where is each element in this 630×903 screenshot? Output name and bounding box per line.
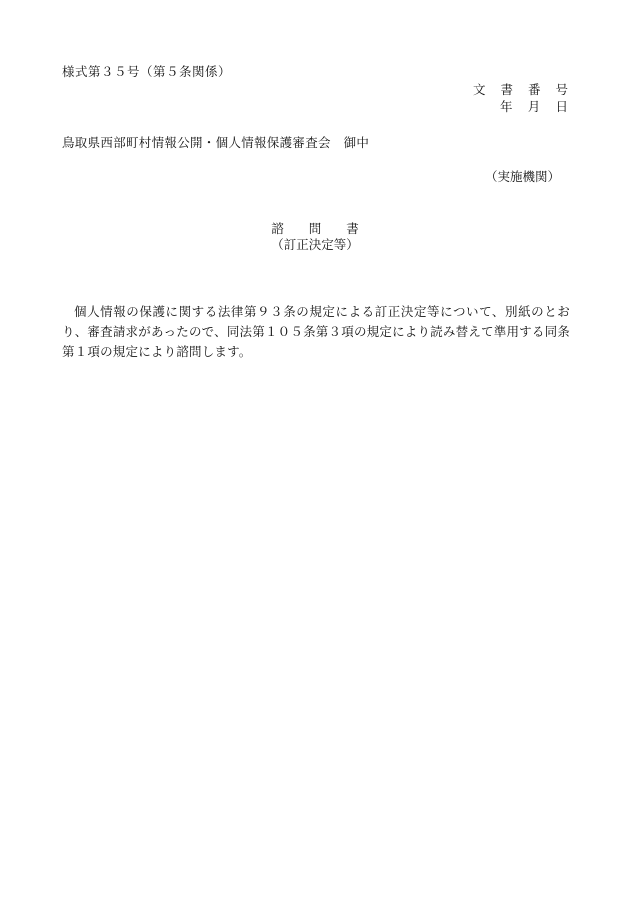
form-number: 様式第３５号（第５条関係） xyxy=(62,64,232,79)
doc-number-char: 文 xyxy=(473,82,486,97)
date-year: 年 xyxy=(500,99,513,114)
date-month: 月 xyxy=(527,99,541,114)
document-number-line xyxy=(473,80,568,98)
doc-number-char: 書 xyxy=(500,82,513,97)
date-line xyxy=(500,97,568,115)
doc-number-char: 番 xyxy=(527,82,541,97)
document-title: 諮 問 書 xyxy=(271,221,359,236)
implementing-agency: （実施機関） xyxy=(484,169,560,184)
document-subtitle: （訂正決定等） xyxy=(271,237,359,252)
addressee: 鳥取県西部町村情報公開・個人情報保護審査会 御中 xyxy=(62,135,370,150)
body-paragraph: 個人情報の保護に関する法律第９３条の規定による訂正決定等について、別紙のとおり、審査請求があったので、同法第１０５条第３項の規定により読み替えて準用する同条第１項の規定により諮問します。 xyxy=(62,304,570,359)
date-day: 日 xyxy=(555,99,568,114)
doc-number-char: 号 xyxy=(555,82,568,97)
